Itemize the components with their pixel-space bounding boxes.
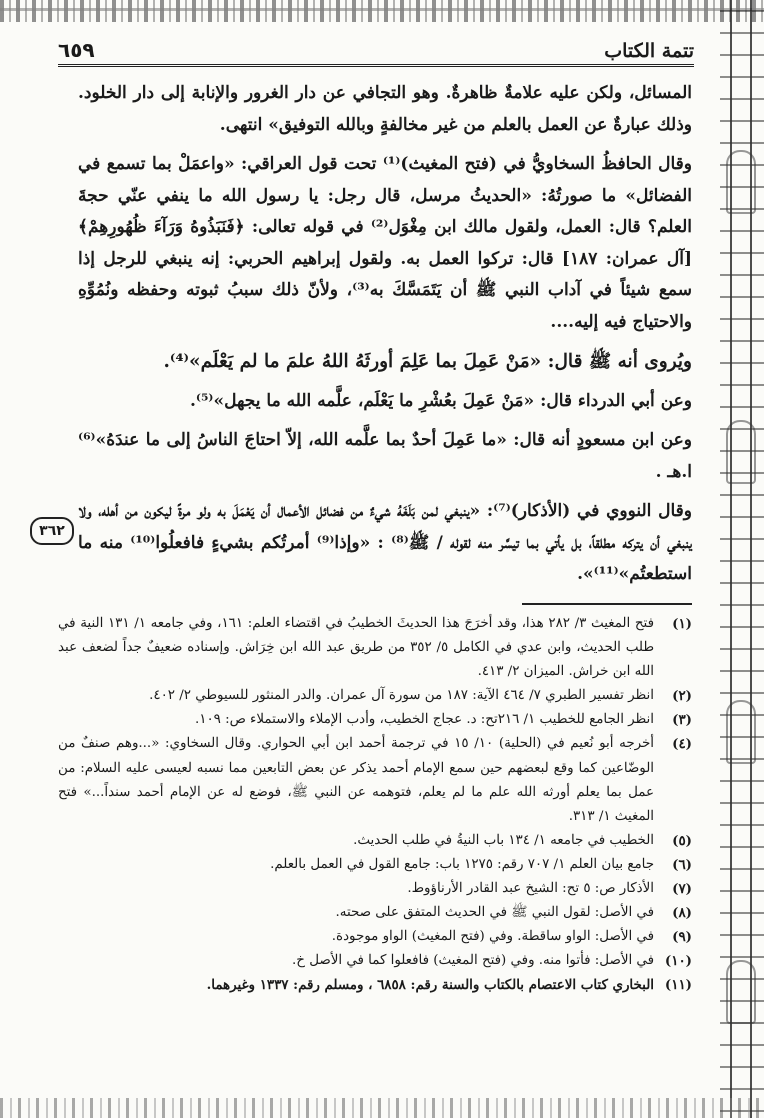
footnote xyxy=(58,877,692,901)
footnote-number: (٧) xyxy=(672,881,692,898)
paragraph: المسائل، ولكن عليه علامةٌ ظاهرةٌ. وهو التجافي عن دار الغرور والإنابة إلى دار الخلود. وذلك عبارةٌ عن العمل بالعلم من غير مخالفةٍ وبالله التوفيق» انتهى. xyxy=(78,83,692,135)
border-ornament xyxy=(726,700,756,764)
manuscript-page-marker: ٣٦٢ xyxy=(30,517,74,545)
footnote xyxy=(58,612,692,684)
running-title: تتمة الكتاب xyxy=(604,40,694,62)
footnote xyxy=(58,732,692,828)
paragraph: وقال النووي في (الأذكار)⁽⁷⁾: «ينبغي لمن بَلَغَهُ شيءٌ من فضائل الأعمال أن يَعْمَلَ به ولو مرةً ليكون من أهله، ولا ينبغي أن يتركه مطلقاً، بل يأتي بما تيسَّر منه لقوله / ﷺ⁽⁸⁾ : «وإذا⁽⁹⁾ أمرتُكم بشيءٍ فافعلُوا⁽¹⁰⁾ منه ما استطعتُم»⁽¹¹⁾». xyxy=(78,501,693,584)
page-header xyxy=(58,30,694,67)
footnote-number: (٩) xyxy=(672,929,692,946)
footnote-text: انظر الجامع للخطيب ١/ ٢١٦تح: د. عجاج الخطيب، وأدب الإملاء والاستملاء ص: ١٠٩. xyxy=(195,712,654,728)
paragraph: وعن أبي الدرداء قال: «مَنْ عَمِلَ بعُشْرِ ما يَعْلَم، علَّمه الله ما يجهل»⁽⁵⁾. xyxy=(189,390,692,411)
footnote-text: أخرجه أبو نُعيم في (الحلية) ١٠/ ١٥ في ترجمة أحمد ابن أبي الحواري. وقال السخاوي: «...وهم صنفٌ من الوضّاعين كما وقع لبعضهم حين سمع الإمام أحمد يذكر عن بعض التابعين مما نسبه لعيسى عليه السلام: من عمل بما يعلم أورثه الله علم ما لم يعلم، فتوهمه عن النبي ﷺ، فوضع له عن الإمام أحمد سنداً...» فتح المغيث ١/ ٣١٣. xyxy=(58,736,654,824)
footnote xyxy=(58,708,692,732)
footnote-text: الخطيب في جامعه ١/ ١٣٤ باب النيةُ في طلب الحديث. xyxy=(353,832,654,848)
footnote-number: (٦) xyxy=(672,856,692,873)
footnote-number: (٤) xyxy=(672,736,692,753)
footnote xyxy=(58,829,692,853)
paragraph: وعن ابن مسعودٍ أنه قال: «ما عَمِلَ أحدٌ بما علَّمه الله، إلاّ احتاجَ الناسُ إلى ما عندَهُ»⁽⁶⁾ ا.هـ . xyxy=(78,430,692,482)
border-ornament xyxy=(726,960,756,1024)
footnote xyxy=(58,973,692,997)
paragraph: ويُروى أنه ﷺ قال: «مَنْ عَمِلَ بما عَلِمَ أورثَهُ اللهُ علمَ ما لم يَعْلَم»⁽⁴⁾. xyxy=(163,351,692,372)
footnote xyxy=(58,853,692,877)
footnote-text: الأذكار ص: ٥ تح: الشيخ عبد القادر الأرناؤوط. xyxy=(407,881,654,897)
footnote-number: (١) xyxy=(672,616,692,632)
main-text xyxy=(78,78,692,591)
footnote-text: في الأصل: الواو ساقطة. وفي (فتح المغيث) الواو موجودة. xyxy=(331,929,654,945)
footnote-number: (٢) xyxy=(672,688,692,705)
border-ornament xyxy=(726,420,756,484)
footnote-number: (١١) xyxy=(664,977,692,994)
footnote-text: البخاري كتاب الاعتصام بالكتاب والسنة رقم: ٦٨٥٨ ، ومسلم رقم: ١٣٣٧ وغيرهما. xyxy=(206,977,654,994)
footnote-text: فتح المغيث ٣/ ٢٨٢ هذا، وقد أخرَجَ هذا الحديثَ الخطيبُ في اقتضاء العلم: ١٦١، وفي جامعه ١/ ١٣١ النية في طلب الحديث، وابن عدي في الكامل ٥/ ٣٥٢ من طريق عبد الله ابن خِرَاش. وإسناده ضعيفٌ جداً لضعف عبد الله ابن خراش. الميزان ٢/ ٤١٣. xyxy=(58,616,654,680)
footnotes xyxy=(58,612,692,998)
top-ornamental-border xyxy=(0,0,764,22)
footnote xyxy=(58,901,692,925)
footnote-number: (٥) xyxy=(672,832,692,849)
bottom-ornamental-border xyxy=(0,1098,764,1118)
footnote-number: (١٠) xyxy=(664,953,692,970)
footnote xyxy=(58,684,692,708)
footnote-text: جامع بيان العلم ١/ ٧٠٧ رقم: ١٢٧٥ باب: جامع القول في العمل بالعلم. xyxy=(270,856,654,872)
footnote-text: انظر تفسير الطبري ٧/ ٤٦٤ الآية: ١٨٧ من سورة آل عمران. والدر المنثور للسيوطي ٢/ ٤٠٢. xyxy=(149,688,654,704)
footnote xyxy=(58,949,692,973)
footnote xyxy=(58,925,692,949)
page-number: ٦٥٩ xyxy=(58,38,95,62)
footnote-number: (٨) xyxy=(672,905,692,922)
footnote-text: في الأصل: فأتوا منه. وفي (فتح المغيث) فافعلوا كما في الأصل خ. xyxy=(292,953,654,969)
footnote-text: في الأصل: لقول النبي ﷺ في الحديث المتفق على صحته. xyxy=(335,905,654,921)
footnote-divider xyxy=(522,603,692,605)
paragraph: وقال الحافظُ السخاويُّ في (فتح المغيث)⁽¹⁾ تحت قول العراقي: «واعمَلْ بما تسمع في الفضائل» ما صورتُهُ: «الحديثُ مرسل، قال رجل: يا رسول الله ما ينفي عنّي حجةَ العلم؟ قال: العمل، ولقول مالك ابن مِغْوَل⁽²⁾ في قوله تعالى: ﴿فَنَبَذُوهُ وَرَآءَ ظُهُورِهِمْ﴾ [آل عمران: ١٨٧] قال: تركوا العمل به. ولقول إبراهيم الحربي: إنه ينبغي للرجل إذا سمع شيئاً في آداب النبي ﷺ أن يَتَمَسَّكَ به⁽³⁾، ولأنّ ذلك سببُ ثبوته وحفظه ونُمُوِّهِ والاحتياج فيه إليه.... xyxy=(78,154,692,332)
footnote-number: (٣) xyxy=(672,712,692,729)
border-ornament xyxy=(726,150,756,214)
